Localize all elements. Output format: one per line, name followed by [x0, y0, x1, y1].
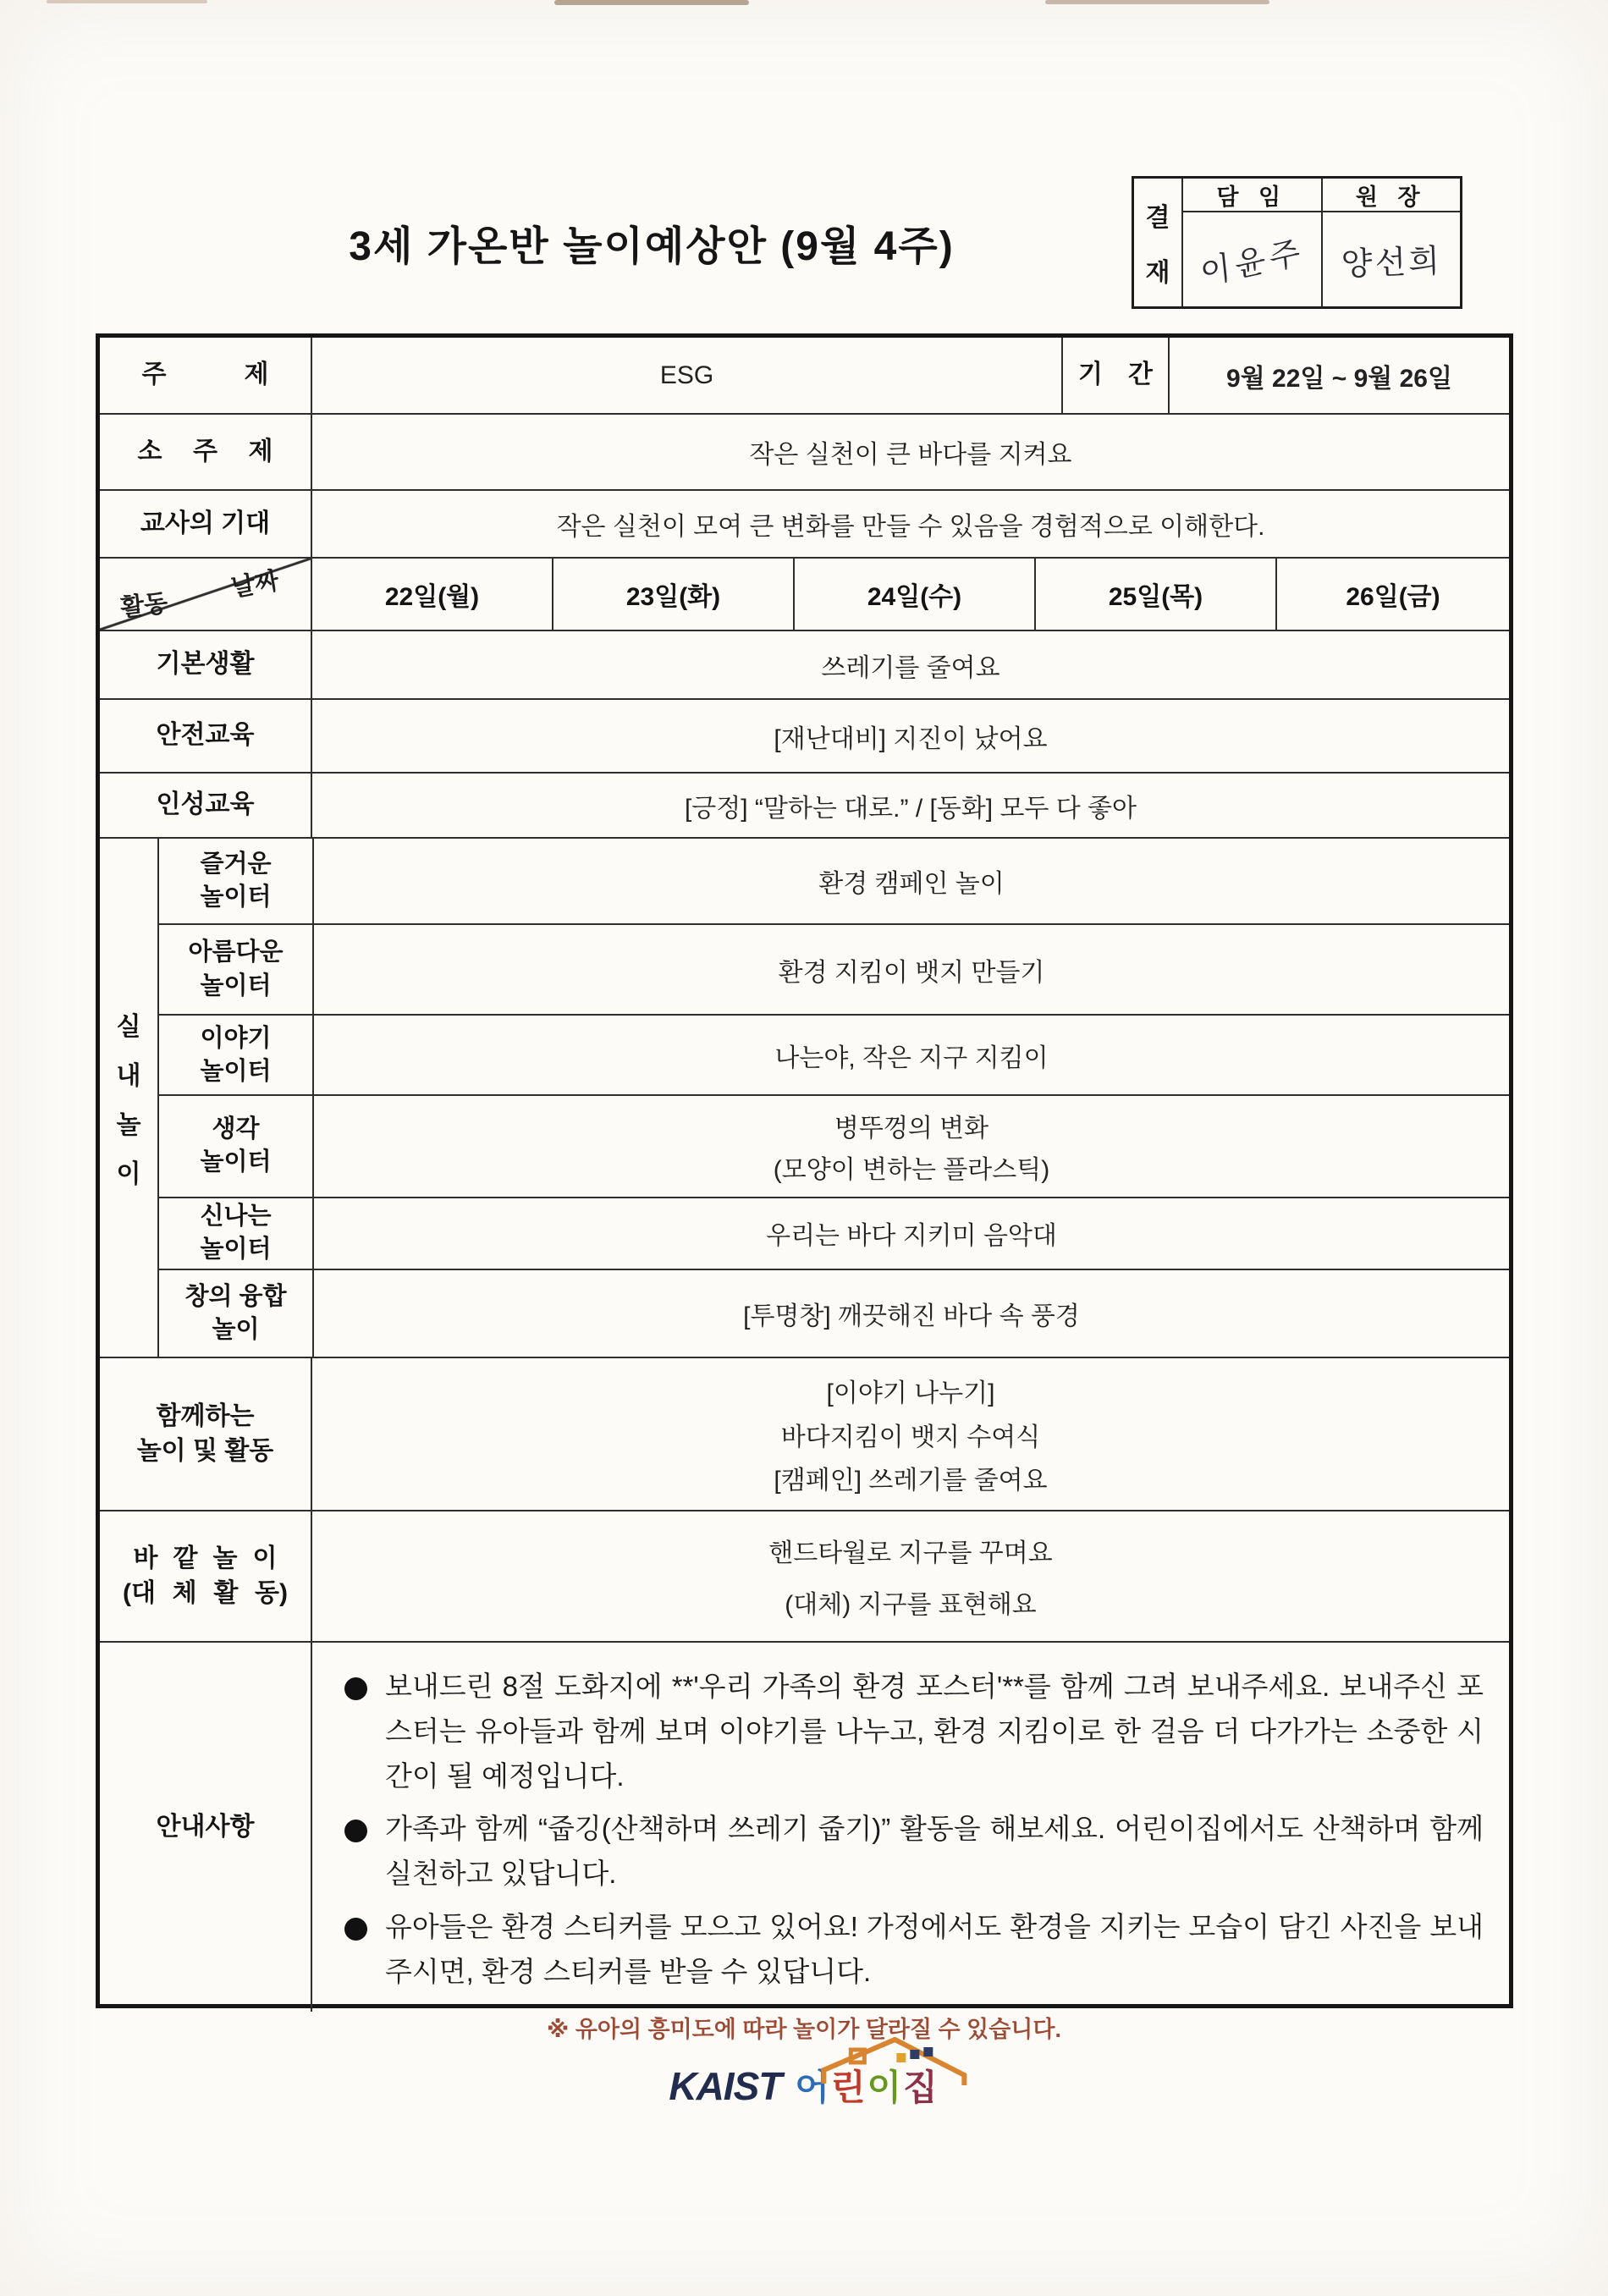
expectation-value-cell: 작은 실천이 모여 큰 변화를 만들 수 있음을 경험적으로 이해한다.	[311, 491, 1509, 557]
bullet-icon	[344, 1677, 367, 1700]
topic-label-cell: 주 제	[141, 361, 269, 389]
scan-artifact	[47, 0, 207, 3]
indoor-row-creative-fusion	[159, 1269, 1509, 1357]
day-header-thursday: 25일(목)	[1034, 559, 1275, 630]
outdoor-play-label-cell: 바 깥 놀 이 (대 체 활 동)	[123, 1544, 288, 1607]
scan-artifact	[554, 0, 749, 5]
approval-label	[1134, 179, 1183, 306]
document-title: 3세 가온반 놀이예상안 (9월 4주)	[349, 224, 955, 269]
character-education-value-cell: [긍정] “말하는 대로.” / [동화] 모두 다 좋아	[311, 774, 1509, 837]
indoor-row-label: 생각 놀이터	[200, 1115, 272, 1176]
basic-life-label-cell: 기본생활	[156, 650, 255, 679]
day-header-tuesday: 23일(화)	[552, 559, 793, 630]
indoor-play-group-label: 실 내 놀 이	[116, 1013, 141, 1188]
indoor-row-value: 환경 캠페인 놀이	[312, 839, 1509, 923]
plan-table	[96, 333, 1513, 2008]
notice-label-cell: 안내사항	[156, 1812, 255, 1841]
footer-disclaimer: ※ 유아의 흥미도에 따라 놀이가 달라질 수 있습니다.	[547, 2017, 1061, 2042]
approval-stamp-box	[1132, 176, 1462, 309]
date-header-label: 날짜	[229, 567, 281, 603]
bullet-icon	[344, 1820, 367, 1842]
outdoor-play-value-cell: 핸드타월로 지구를 꾸며요 (대체) 지구를 표현해요	[311, 1511, 1509, 1641]
indoor-row-thinking	[159, 1094, 1509, 1197]
day-header-monday: 22일(월)	[311, 559, 552, 630]
approval-label-char: 결	[1145, 204, 1170, 232]
safety-education-row	[100, 698, 1509, 772]
indoor-row-joyful	[159, 839, 1509, 923]
expectation-row	[100, 489, 1509, 557]
indoor-row-value: [투명창] 깨끗해진 바다 속 풍경	[312, 1270, 1509, 1357]
day-header-row	[100, 557, 1509, 630]
subtopic-row	[100, 413, 1509, 489]
approval-column-director	[1321, 179, 1461, 306]
indoor-row-value: 환경 지킴이 뱃지 만들기	[312, 925, 1509, 1015]
together-play-row	[100, 1357, 1509, 1510]
indoor-row-exciting	[159, 1197, 1509, 1269]
together-play-label-cell: 함께하는 놀이 및 활동	[136, 1402, 274, 1465]
indoor-row-beautiful	[159, 923, 1509, 1015]
topic-period-row	[100, 338, 1509, 413]
safety-education-value-cell: [재난대비] 지진이 났어요	[311, 700, 1509, 772]
notice-content-cell	[311, 1643, 1509, 2012]
subtopic-value-cell: 작은 실천이 큰 바다를 지켜요	[311, 415, 1509, 489]
indoor-row-label: 즐거운 놀이터	[200, 850, 272, 911]
safety-education-label-cell: 안전교육	[156, 721, 255, 750]
indoor-row-value: 병뚜껑의 변화 (모양이 변하는 플라스틱)	[312, 1096, 1509, 1197]
scan-artifact	[1045, 0, 1269, 4]
approval-label-char: 재	[1145, 259, 1170, 287]
indoor-play-section	[100, 837, 1509, 1357]
signature-director: 양선희	[1340, 243, 1443, 284]
outdoor-play-row	[100, 1510, 1509, 1641]
indoor-row-value: 우리는 바다 지키미 음악대	[312, 1198, 1509, 1269]
indoor-play-rows	[157, 839, 1509, 1357]
subtopic-label-cell: 소 주 제	[137, 437, 273, 465]
approval-column-teacher	[1183, 179, 1321, 306]
indoor-row-label: 아름다운 놀이터	[188, 939, 284, 999]
bullet-icon	[344, 1918, 367, 1941]
kaist-daycare-logo	[669, 2065, 939, 2106]
basic-life-value-cell: 쓰레기를 줄여요	[311, 631, 1509, 698]
approval-header-director: 원 장	[1323, 179, 1461, 212]
activity-header-label: 활동	[118, 590, 169, 622]
day-header-wednesday: 24일(수)	[793, 559, 1034, 630]
topic-value-cell: ESG	[311, 338, 1061, 413]
together-play-value-cell: [이야기 나누기] 바다지킴이 뱃지 수여식 [캠페인] 쓰레기를 줄여요	[311, 1358, 1509, 1510]
approval-header-teacher: 담 임	[1183, 179, 1321, 212]
indoor-row-label: 이야기 놀이터	[200, 1024, 272, 1085]
indoor-row-value: 나는야, 작은 지구 지킴이	[312, 1016, 1509, 1094]
character-education-row	[100, 772, 1509, 837]
period-label-cell: 기 간	[1061, 338, 1168, 413]
daycare-logo-chars: 어린이집	[795, 2068, 939, 2107]
notice-bullet: 가족과 함께 “줍깅(산책하며 쓰레기 줍기)” 활동을 해보세요. 어린이집에서도 산책하며 함께 실천하고 있답니다.	[341, 1807, 1484, 1897]
indoor-row-label: 창의 융합 놀이	[184, 1283, 287, 1344]
indoor-row-story	[159, 1014, 1509, 1094]
daycare-logo-text	[795, 2065, 939, 2106]
expectation-label-cell: 교사의 기대	[140, 509, 271, 537]
kaist-logo-text: KAIST	[669, 2064, 782, 2108]
date-activity-corner-cell	[100, 559, 311, 630]
basic-life-row	[100, 630, 1509, 698]
notice-row	[100, 1641, 1509, 2012]
house-roof-icon	[818, 2036, 969, 2085]
period-value-cell: 9월 22일 ~ 9월 26일	[1168, 338, 1509, 413]
signature-teacher: 이윤주	[1198, 234, 1307, 293]
indoor-row-label: 신나는 놀이터	[200, 1203, 272, 1264]
notice-bullet: 보내드린 8절 도화지에 **'우리 가족의 환경 포스터'**를 함께 그려 보내주세요. 보내주신 포스터는 유아들과 함께 보며 이야기를 나누고, 환경 지킴이로 한 걸음 더 다가가는 소중한 시간이 될 예정입니다.	[341, 1665, 1484, 1798]
character-education-label-cell: 인성교육	[156, 790, 255, 819]
notice-bullet: 유아들은 환경 스티커를 모으고 있어요! 가정에서도 환경을 지키는 모습이 담긴 사진을 보내주시면, 환경 스티커를 받을 수 있답니다.	[341, 1905, 1484, 1995]
day-header-friday: 26일(금)	[1275, 559, 1509, 630]
